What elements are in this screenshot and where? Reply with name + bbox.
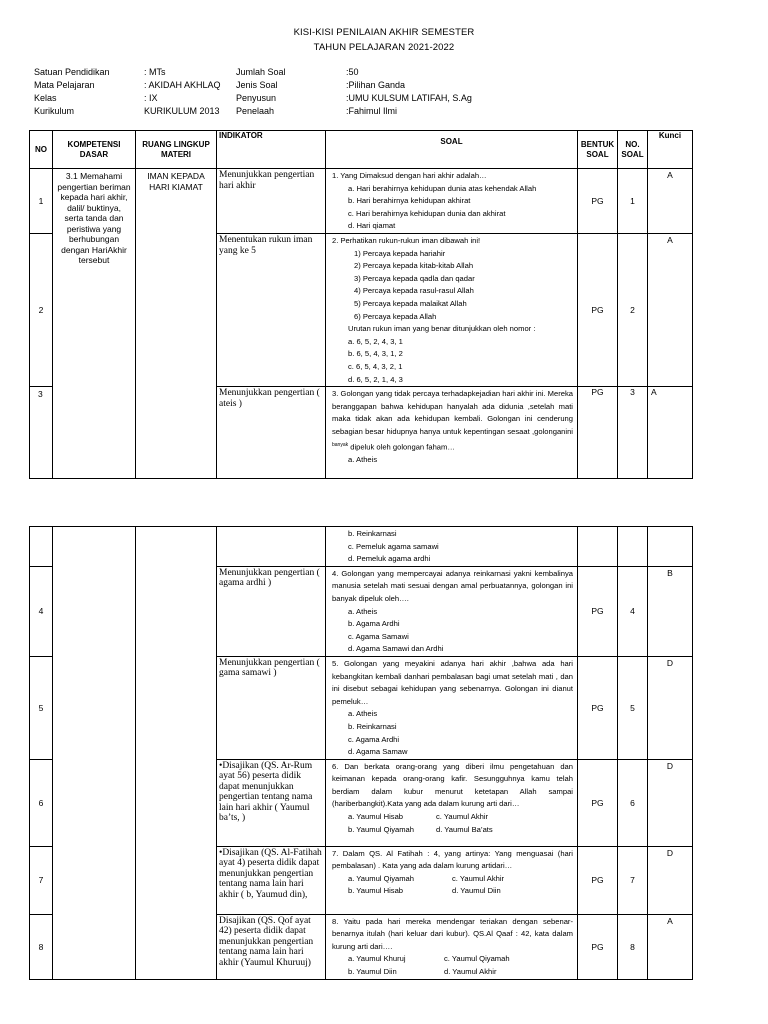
meta-value: :50 xyxy=(346,67,359,77)
meta-label: Kurikulum xyxy=(34,106,75,116)
row-no: 7 xyxy=(30,846,53,914)
kisi-table-page-2 xyxy=(29,526,693,980)
meta-label: Mata Pelajaran xyxy=(34,80,95,90)
soal xyxy=(326,846,578,914)
option: a. Yaumul Khuruj xyxy=(348,954,406,964)
kisi-table-page-1 xyxy=(29,130,693,479)
option: d. Pemeluk agama ardhi xyxy=(348,554,431,564)
row-no: 4 xyxy=(30,566,53,656)
meta-label: Kelas xyxy=(34,93,57,103)
option: a. Yaumul Qiyamah xyxy=(348,873,414,883)
bentuk-empty xyxy=(578,527,618,567)
option-pair xyxy=(332,953,573,966)
option: a. Atheis xyxy=(348,606,378,616)
bentuk-soal: PG xyxy=(578,759,618,846)
kunci: A xyxy=(648,169,693,234)
question-text xyxy=(332,388,573,454)
soal xyxy=(326,234,578,387)
option: d. Agama Samaw xyxy=(348,747,408,757)
option-pair xyxy=(332,873,573,886)
kunci: D xyxy=(648,656,693,759)
meta-label: Satuan Pendidikan xyxy=(34,67,110,77)
table-row xyxy=(30,169,693,234)
kunci: A xyxy=(648,234,693,387)
option: a. Atheis xyxy=(348,709,378,719)
soal xyxy=(326,169,578,234)
kunci: A xyxy=(648,387,693,479)
bentuk-soal: PG xyxy=(578,169,618,234)
soal xyxy=(326,759,578,846)
ruang-lingkup-continued xyxy=(136,527,217,980)
row-no: 8 xyxy=(30,914,53,979)
meta-label: Penelaah xyxy=(236,106,275,116)
question-text: 7. Dalam QS. Al Fatihah : 4, yang artinya: Yang menguasai (hari pembalasan) . Kata yang ada dalam kurung artidari… xyxy=(332,848,573,871)
row-no: 3 xyxy=(30,387,53,479)
option: b. 6, 5, 4, 3, 1, 2 xyxy=(348,349,403,359)
col-header-soal: SOAL xyxy=(326,131,578,169)
option: c. Pemeluk agama samawi xyxy=(348,541,439,551)
col-header-indikator: INDIKATOR xyxy=(217,131,326,169)
row-no-empty xyxy=(30,527,53,567)
meta-value: :UMU KULSUM LATIFAH, S.Ag xyxy=(346,93,472,103)
kunci: B xyxy=(648,566,693,656)
question-text: 8. Yaitu pada hari mereka mendengar teriakan dengan sebenar-benarnya itulah (hari keluar dari kubur). QS.Al Qaaf : 42, kata dalam kurung arti dari…. xyxy=(332,916,573,951)
meta-value: : IX xyxy=(144,93,158,103)
option: a. Yaumul Hisab xyxy=(348,812,404,822)
nosoal-empty xyxy=(618,527,648,567)
question-text: 1. Yang Dimaksud dengan hari akhir adalah… xyxy=(332,171,487,180)
no-soal: 8 xyxy=(618,914,648,979)
document-year: TAHUN PELAJARAN 2021-2022 xyxy=(313,42,455,53)
no-soal: 5 xyxy=(618,656,648,759)
col-header-kunci: Kunci xyxy=(648,131,693,169)
table-row-continued xyxy=(30,527,693,567)
option: a. 6, 5, 2, 4, 3, 1 xyxy=(348,336,403,346)
meta-label: Jenis Soal xyxy=(236,80,278,90)
meta-right-labels xyxy=(236,66,346,118)
no-soal: 2 xyxy=(618,234,648,387)
option: b. Reinkarnasi xyxy=(348,721,397,731)
indikator-empty xyxy=(217,527,326,567)
option: c. Yaumul Akhir xyxy=(436,812,489,822)
option-pair xyxy=(332,966,573,979)
statement: 1) Percaya kepada hariahir xyxy=(354,248,446,258)
option: a. Atheis xyxy=(348,454,378,464)
indikator: •Disajikan (QS. Al-Fatihah ayat 4) peserta didik dapat menunjukkan pengertian tentang nama lain hari akhir ( b, Yaumud din), xyxy=(217,846,326,914)
no-soal: 7 xyxy=(618,846,648,914)
meta-value: :Fahimul Ilmi xyxy=(346,106,398,116)
question-text: 6. Dan berkata orang-orang yang diberi ilmu pengetahuan dan keimanan kepada orang-orang kafir. Sesungguhnya kamu telah berdiam dalam kubur menurut ketetapan Allah sampai (hariberbangkit).Kata yang ada dalam kurung arti dari… xyxy=(332,761,573,809)
meta-value: : AKIDAH AKHLAQ xyxy=(144,80,221,90)
statement: 5) Percaya kepada malaikat Allah xyxy=(354,298,467,308)
question-part: dipeluk oleh golongan faham… xyxy=(350,442,455,452)
indikator: Menunjukkan pengertian ( gama samawi ) xyxy=(217,656,326,759)
soal xyxy=(326,387,578,479)
no-soal: 4 xyxy=(618,566,648,656)
option: b. Hari berahirnya kehidupan akhirat xyxy=(348,196,471,206)
indikator: •Disajikan (QS. Ar-Rum ayat 56) peserta didik dapat menunjukkan pengertian tentang nama lain hari akhir ( Yaumul ba’ts, ) xyxy=(217,759,326,846)
question-part: 3. Golongan yang tidak percaya terhadapkejadian hari akhir ini. Mereka beranggapan bahwa kehidupan hanyalah ada didunia ,setelah mati maka tidak akan ada kehidupan kembali. Golongan ini cenderung sebagian besar hidupnya hanya untuk kepentingan sesaat ,golonganini xyxy=(332,389,573,436)
meta-left-values xyxy=(144,66,236,118)
option: c. 6, 5, 4, 3, 2, 1 xyxy=(348,361,403,371)
ruang-lingkup: IMAN KEPADA HARI KIAMAT xyxy=(136,169,217,479)
option-pair xyxy=(332,824,573,837)
option: a. Hari berahirnya kehidupan dunia atas kehendak Allah xyxy=(348,183,537,193)
no-soal: 6 xyxy=(618,759,648,846)
col-header-no: NO xyxy=(30,131,53,169)
meta-value: :Pilihan Ganda xyxy=(346,80,406,90)
row-no: 1 xyxy=(30,169,53,234)
option: b. Yaumul Qiyamah xyxy=(348,824,414,834)
meta-label: Jumlah Soal xyxy=(236,67,286,77)
col-header-ruang: RUANG LINGKUP MATERI xyxy=(136,131,217,169)
question-text: 2. Perhatikan rukun-rukun iman dibawah ini! xyxy=(332,236,481,245)
col-header-bentuk: BENTUK SOAL xyxy=(578,131,618,169)
superscript-note: banyak xyxy=(332,441,349,448)
option: d. Yaumul Diin xyxy=(452,886,501,896)
row-no: 5 xyxy=(30,656,53,759)
meta-right-values xyxy=(346,66,546,118)
indikator: Menunjukkan pengertian ( agama ardhi ) xyxy=(217,566,326,656)
bentuk-soal: PG xyxy=(578,234,618,387)
statement: 2) Percaya kepada kitab-kitab Allah xyxy=(354,261,474,271)
kompetensi-dasar: 3.1 Memahami pengertian beriman kepada hari akhir, dalil/ buktinya, serta tanda dan peristiwa yang berhubungan dengan HariAkhir tersebut xyxy=(53,169,136,479)
no-soal: 1 xyxy=(618,169,648,234)
indikator: Menentukan rukun iman yang ke 5 xyxy=(217,234,326,387)
option: d. Yaumul Ba’ats xyxy=(436,824,493,834)
statement: 3) Percaya kepada qadla dan qadar xyxy=(354,273,475,283)
option: b. Reinkarnasi xyxy=(348,529,397,538)
statement: 4) Percaya kepada rasul-rasul Allah xyxy=(354,286,474,296)
meta-value: KURIKULUM 2013 xyxy=(144,106,220,116)
row-no: 2 xyxy=(30,234,53,387)
option: c. Yaumul Akhir xyxy=(452,873,505,883)
option: d. 6, 5, 2, 1, 4, 3 xyxy=(348,374,403,384)
meta-label: Penyusun xyxy=(236,93,277,103)
bentuk-soal: PG xyxy=(578,656,618,759)
option: d. Agama Samawi dan Ardhi xyxy=(348,644,444,654)
bentuk-soal: PG xyxy=(578,914,618,979)
soal xyxy=(326,656,578,759)
soal-continued xyxy=(326,527,578,567)
no-soal: 3 xyxy=(618,387,648,479)
meta-left-labels xyxy=(34,66,144,118)
col-header-kd: KOMPETENSI DASAR xyxy=(53,131,136,169)
option: c. Hari berahirnya kehidupan dunia dan akhirat xyxy=(348,208,506,218)
indikator: Disajikan (QS. Qof ayat 42) peserta didik dapat menunjukkan pengertian tentang nama lain hari akhir (Yaumul Khuruuj) xyxy=(217,914,326,979)
soal xyxy=(326,914,578,979)
bentuk-soal: PG xyxy=(578,846,618,914)
prompt: Urutan rukun iman yang benar ditunjukkan oleh nomor : xyxy=(348,324,536,334)
option: c. Yaumul Qiyamah xyxy=(444,954,510,964)
option: d. Yaumul Akhir xyxy=(444,967,497,977)
option-pair xyxy=(332,811,573,824)
kunci-empty xyxy=(648,527,693,567)
kompetensi-dasar-continued xyxy=(53,527,136,980)
row-no: 6 xyxy=(30,759,53,846)
statement: 6) Percaya kepada Allah xyxy=(354,311,437,321)
option: b. Yaumul Hisab xyxy=(348,886,404,896)
meta-value: : MTs xyxy=(144,67,166,77)
option: b. Yaumul Diin xyxy=(348,967,397,977)
indikator: Menunjukkan pengertian ( ateis ) xyxy=(217,387,326,479)
question-text: 4. Golongan yang mempercayai adanya reinkarnasi yakni kembalinya manusia setelah mati sesuai dengan amal perbuatannya, golongan ini banyak dipeluk oleh…. xyxy=(332,568,573,603)
table-header-row xyxy=(30,131,693,169)
kunci: D xyxy=(648,759,693,846)
kunci: A xyxy=(648,914,693,979)
option: b. Agama Ardhi xyxy=(348,619,400,629)
col-header-nosoal: NO. SOAL xyxy=(618,131,648,169)
option: c. Agama Ardhi xyxy=(348,734,400,744)
option: c. Agama Samawi xyxy=(348,631,409,641)
kunci: D xyxy=(648,846,693,914)
option: d. Hari qiamat xyxy=(348,221,396,231)
soal xyxy=(326,566,578,656)
indikator: Menunjukkan pengertian hari akhir xyxy=(217,169,326,234)
bentuk-soal: PG xyxy=(578,387,618,479)
option-pair xyxy=(332,885,573,898)
document-title: KISI-KISI PENILAIAN AKHIR SEMESTER xyxy=(293,27,475,38)
question-text: 5. Golongan yang meyakini adanya hari akhir ,bahwa ada hari kebangkitan kembali danhari pembalasan bagi umat setelah mati , dan ini disebut sebagai kehidupan yang sebenarnya. Golongan ini dianut pemeluk… xyxy=(332,658,573,706)
bentuk-soal: PG xyxy=(578,566,618,656)
